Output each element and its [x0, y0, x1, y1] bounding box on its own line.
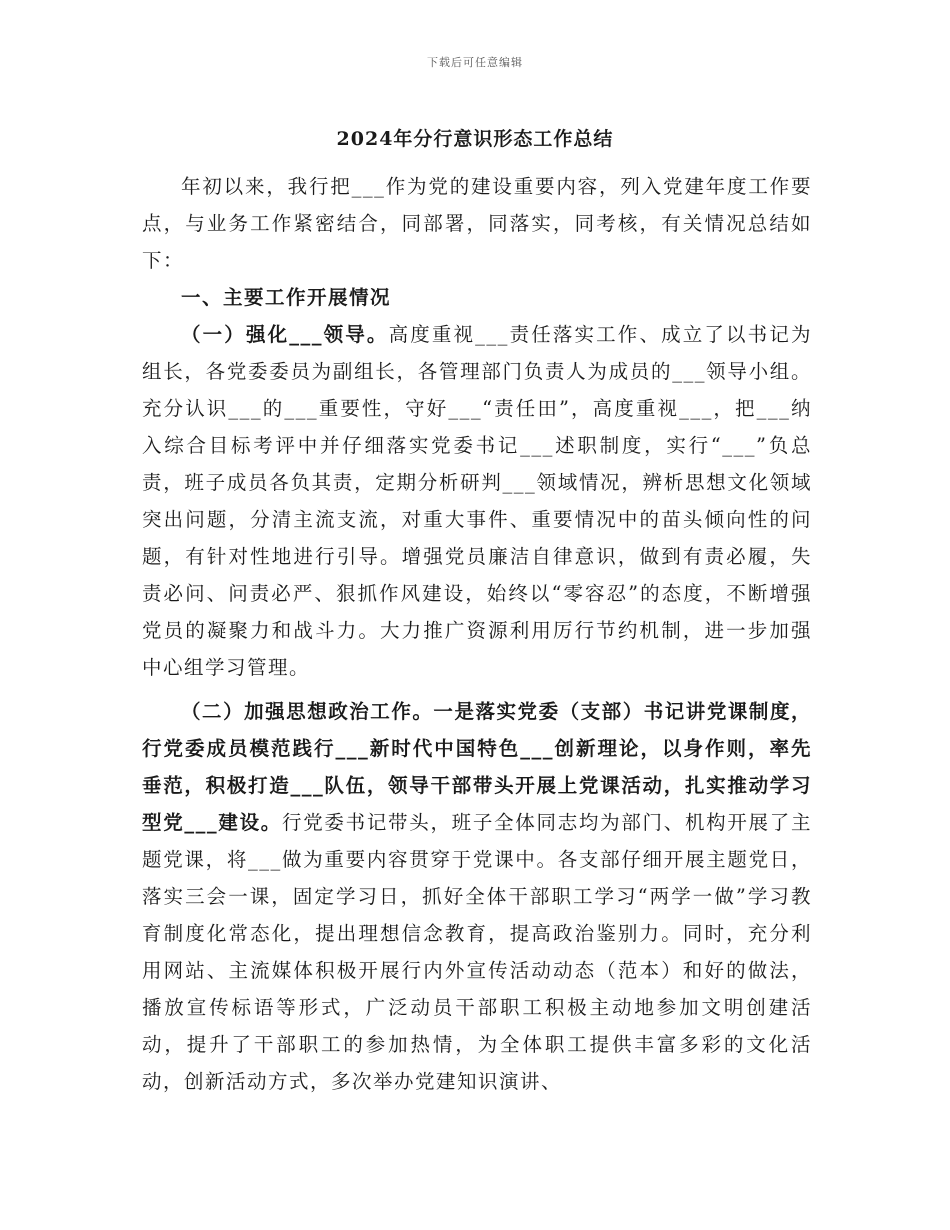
section-heading-main-work: 一、主要工作开展情况 [181, 286, 392, 309]
document-title: 2024年分行意识形态工作总结 [336, 128, 614, 150]
subsection-2-body: 行党委书记带头，班子全体同志均为部门、机构开展了主题党课，将___做为重要内容贯穿于党课中。各支部仔细开展主题党日，落实三会一课，固定学习日，抓好全体干部职工学习“两学一做”学习教育制度化常态化，提出理想信念教育，提高政治鉴别力。同时，充分利用网站、主流媒体积极开展行内外宣传活动动态（范本）和好的做法，播放宣传标语等形式，广泛动员干部职工积极主动地参加文明创建活动，提升了干部职工的参加热情，为全体职工提供丰富多彩的文化活动，创新活动方式，多次举办党建知识演讲、 [142, 811, 812, 1093]
header-note: 下载后可任意编辑 [427, 56, 523, 69]
document-body [142, 168, 812, 1100]
subsection-1-paragraph [142, 316, 812, 686]
subsection-2-heading: （二）加强思想政治工作。 [181, 700, 434, 723]
subsection-2-bold-text: 一是落实党委（支部）书记讲党课制度，行党委成员模范践行___新时代中国特色___创新理论，以身作则，率先垂范，积极打造___队伍，领导干部带头开展上党课活动，扎实推动学习型党___建设。 [142, 700, 812, 834]
subsection-2-paragraph [142, 693, 812, 1100]
subsection-1-body: 高度重视___责任落实工作、成立了以书记为组长，各党委委员为副组长，各管理部门负责人为成员的___领导小组。充分认识___的___重要性，守好___“责任田”，高度重视___，把___纳入综合目标考评中并仔细落实党委书记___述职制度，实行“___”负总责，班子成员各负其责，定期分析研判___领域情况，辨析思想文化领域突出问题，分清主流支流，对重大事件、重要情况中的苗头倾向性的问题，有针对性地进行引导。增强党员廉洁自律意识，做到有责必履，失责必问、问责必严、狠抓作风建设，始终以“零容忍”的态度，不断增强党员的凝聚力和战斗力。大力推广资源利用厉行节约机制，进一步加强中心组学习管理。 [142, 323, 812, 679]
subsection-1-heading: （一）强化___领导。 [181, 323, 389, 346]
intro-paragraph: 年初以来，我行把___作为党的建设重要内容，列入党建年度工作要点，与业务工作紧密结合，同部署，同落实，同考核，有关情况总结如下： [142, 175, 812, 272]
